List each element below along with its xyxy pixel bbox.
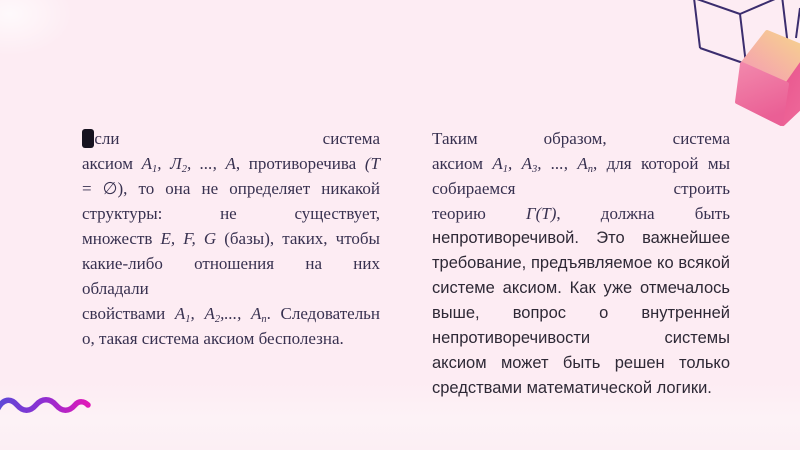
text-segment: , ..., bbox=[537, 154, 578, 173]
text-line bbox=[432, 176, 730, 201]
text-segment: А bbox=[492, 154, 503, 173]
text-line bbox=[82, 176, 380, 201]
text-segment: какие-либо отношения на них bbox=[82, 254, 380, 273]
text-line bbox=[432, 151, 730, 176]
text-segment: Л bbox=[170, 154, 182, 173]
text-segment: 2 bbox=[214, 314, 221, 325]
text-segment: непротиворечивой. Это важнейшее bbox=[432, 229, 730, 247]
text-line bbox=[82, 326, 380, 351]
text-segment: 1 bbox=[152, 164, 158, 175]
text-segment: 2 bbox=[181, 164, 187, 175]
text-line bbox=[432, 326, 730, 351]
text-line bbox=[82, 301, 380, 326]
text-segment: Е, F, G bbox=[160, 229, 217, 248]
text-segment: (Т bbox=[364, 154, 381, 173]
text-line bbox=[82, 276, 380, 301]
ocr-blob: Е bbox=[83, 129, 94, 148]
text-segment: аксиом bbox=[432, 154, 493, 173]
text-segment: ,..., bbox=[220, 304, 251, 323]
wireframe-cube-icon bbox=[694, 0, 800, 64]
text-segment: 1 bbox=[502, 164, 508, 175]
text-segment: системе аксиом. Как уже отмечалось bbox=[432, 279, 730, 297]
text-segment: , bbox=[190, 304, 205, 323]
text-line bbox=[432, 251, 730, 276]
text-segment: средствами математической логики. bbox=[432, 379, 712, 397]
squiggle-line-icon bbox=[0, 392, 96, 420]
text-segment: , противоречива bbox=[235, 154, 365, 173]
text-segment: А bbox=[521, 154, 533, 173]
text-line bbox=[432, 376, 730, 401]
text-segment: , ..., bbox=[186, 154, 226, 173]
text-segment: сли система bbox=[94, 129, 380, 148]
left-text-column bbox=[82, 126, 380, 351]
text-segment: 3 bbox=[532, 164, 538, 175]
text-line bbox=[82, 126, 380, 151]
text-segment: теорию bbox=[432, 204, 526, 223]
text-segment: n bbox=[261, 314, 267, 325]
text-line bbox=[82, 226, 380, 251]
text-line bbox=[432, 226, 730, 251]
text-segment: свойствами bbox=[82, 304, 175, 323]
text-segment: обладали bbox=[82, 279, 149, 298]
text-segment: структуры: не существует, bbox=[82, 204, 380, 223]
right-text-column bbox=[432, 126, 730, 401]
text-segment: выше, вопрос о внутренней bbox=[432, 304, 730, 322]
text-segment: = ∅), то она не определяет никакой bbox=[82, 179, 380, 198]
text-segment: А bbox=[577, 154, 588, 173]
text-segment: множеств bbox=[82, 229, 161, 248]
text-segment: аксиом bbox=[82, 154, 142, 173]
text-segment: , для которой мы bbox=[592, 154, 731, 173]
text-line bbox=[82, 151, 380, 176]
text-segment: о, такая система аксиом бесполезна. bbox=[82, 329, 344, 348]
text-segment: 1 bbox=[185, 314, 191, 325]
text-segment: , должна быть bbox=[556, 204, 730, 223]
cubes-decoration bbox=[630, 0, 800, 140]
text-segment: А bbox=[174, 304, 186, 323]
text-segment: непротиворечивости системы bbox=[432, 329, 730, 347]
text-line bbox=[432, 201, 730, 226]
text-segment: n bbox=[587, 164, 593, 175]
text-segment: Г(Т) bbox=[525, 204, 557, 223]
gradient-cube-icon bbox=[737, 32, 800, 124]
text-segment: собираемся строить bbox=[432, 179, 730, 198]
text-segment: аксиом может быть решен только bbox=[432, 354, 730, 372]
text-line bbox=[82, 201, 380, 226]
text-segment: требование, предъявляемое ко всякой bbox=[432, 254, 730, 272]
text-segment: , bbox=[157, 154, 171, 173]
text-line bbox=[432, 301, 730, 326]
text-segment: А bbox=[225, 154, 236, 173]
text-line bbox=[82, 251, 380, 276]
text-line bbox=[432, 351, 730, 376]
text-segment: Таким образом, система bbox=[432, 129, 730, 148]
text-segment: А bbox=[141, 154, 153, 173]
text-line bbox=[432, 276, 730, 301]
text-segment: . Следовательн bbox=[266, 304, 381, 323]
text-segment: А bbox=[204, 304, 215, 323]
text-segment: (базы), таких, чтобы bbox=[216, 229, 380, 248]
text-line bbox=[432, 126, 730, 151]
text-segment: А bbox=[250, 304, 262, 323]
text-segment: , bbox=[508, 154, 522, 173]
